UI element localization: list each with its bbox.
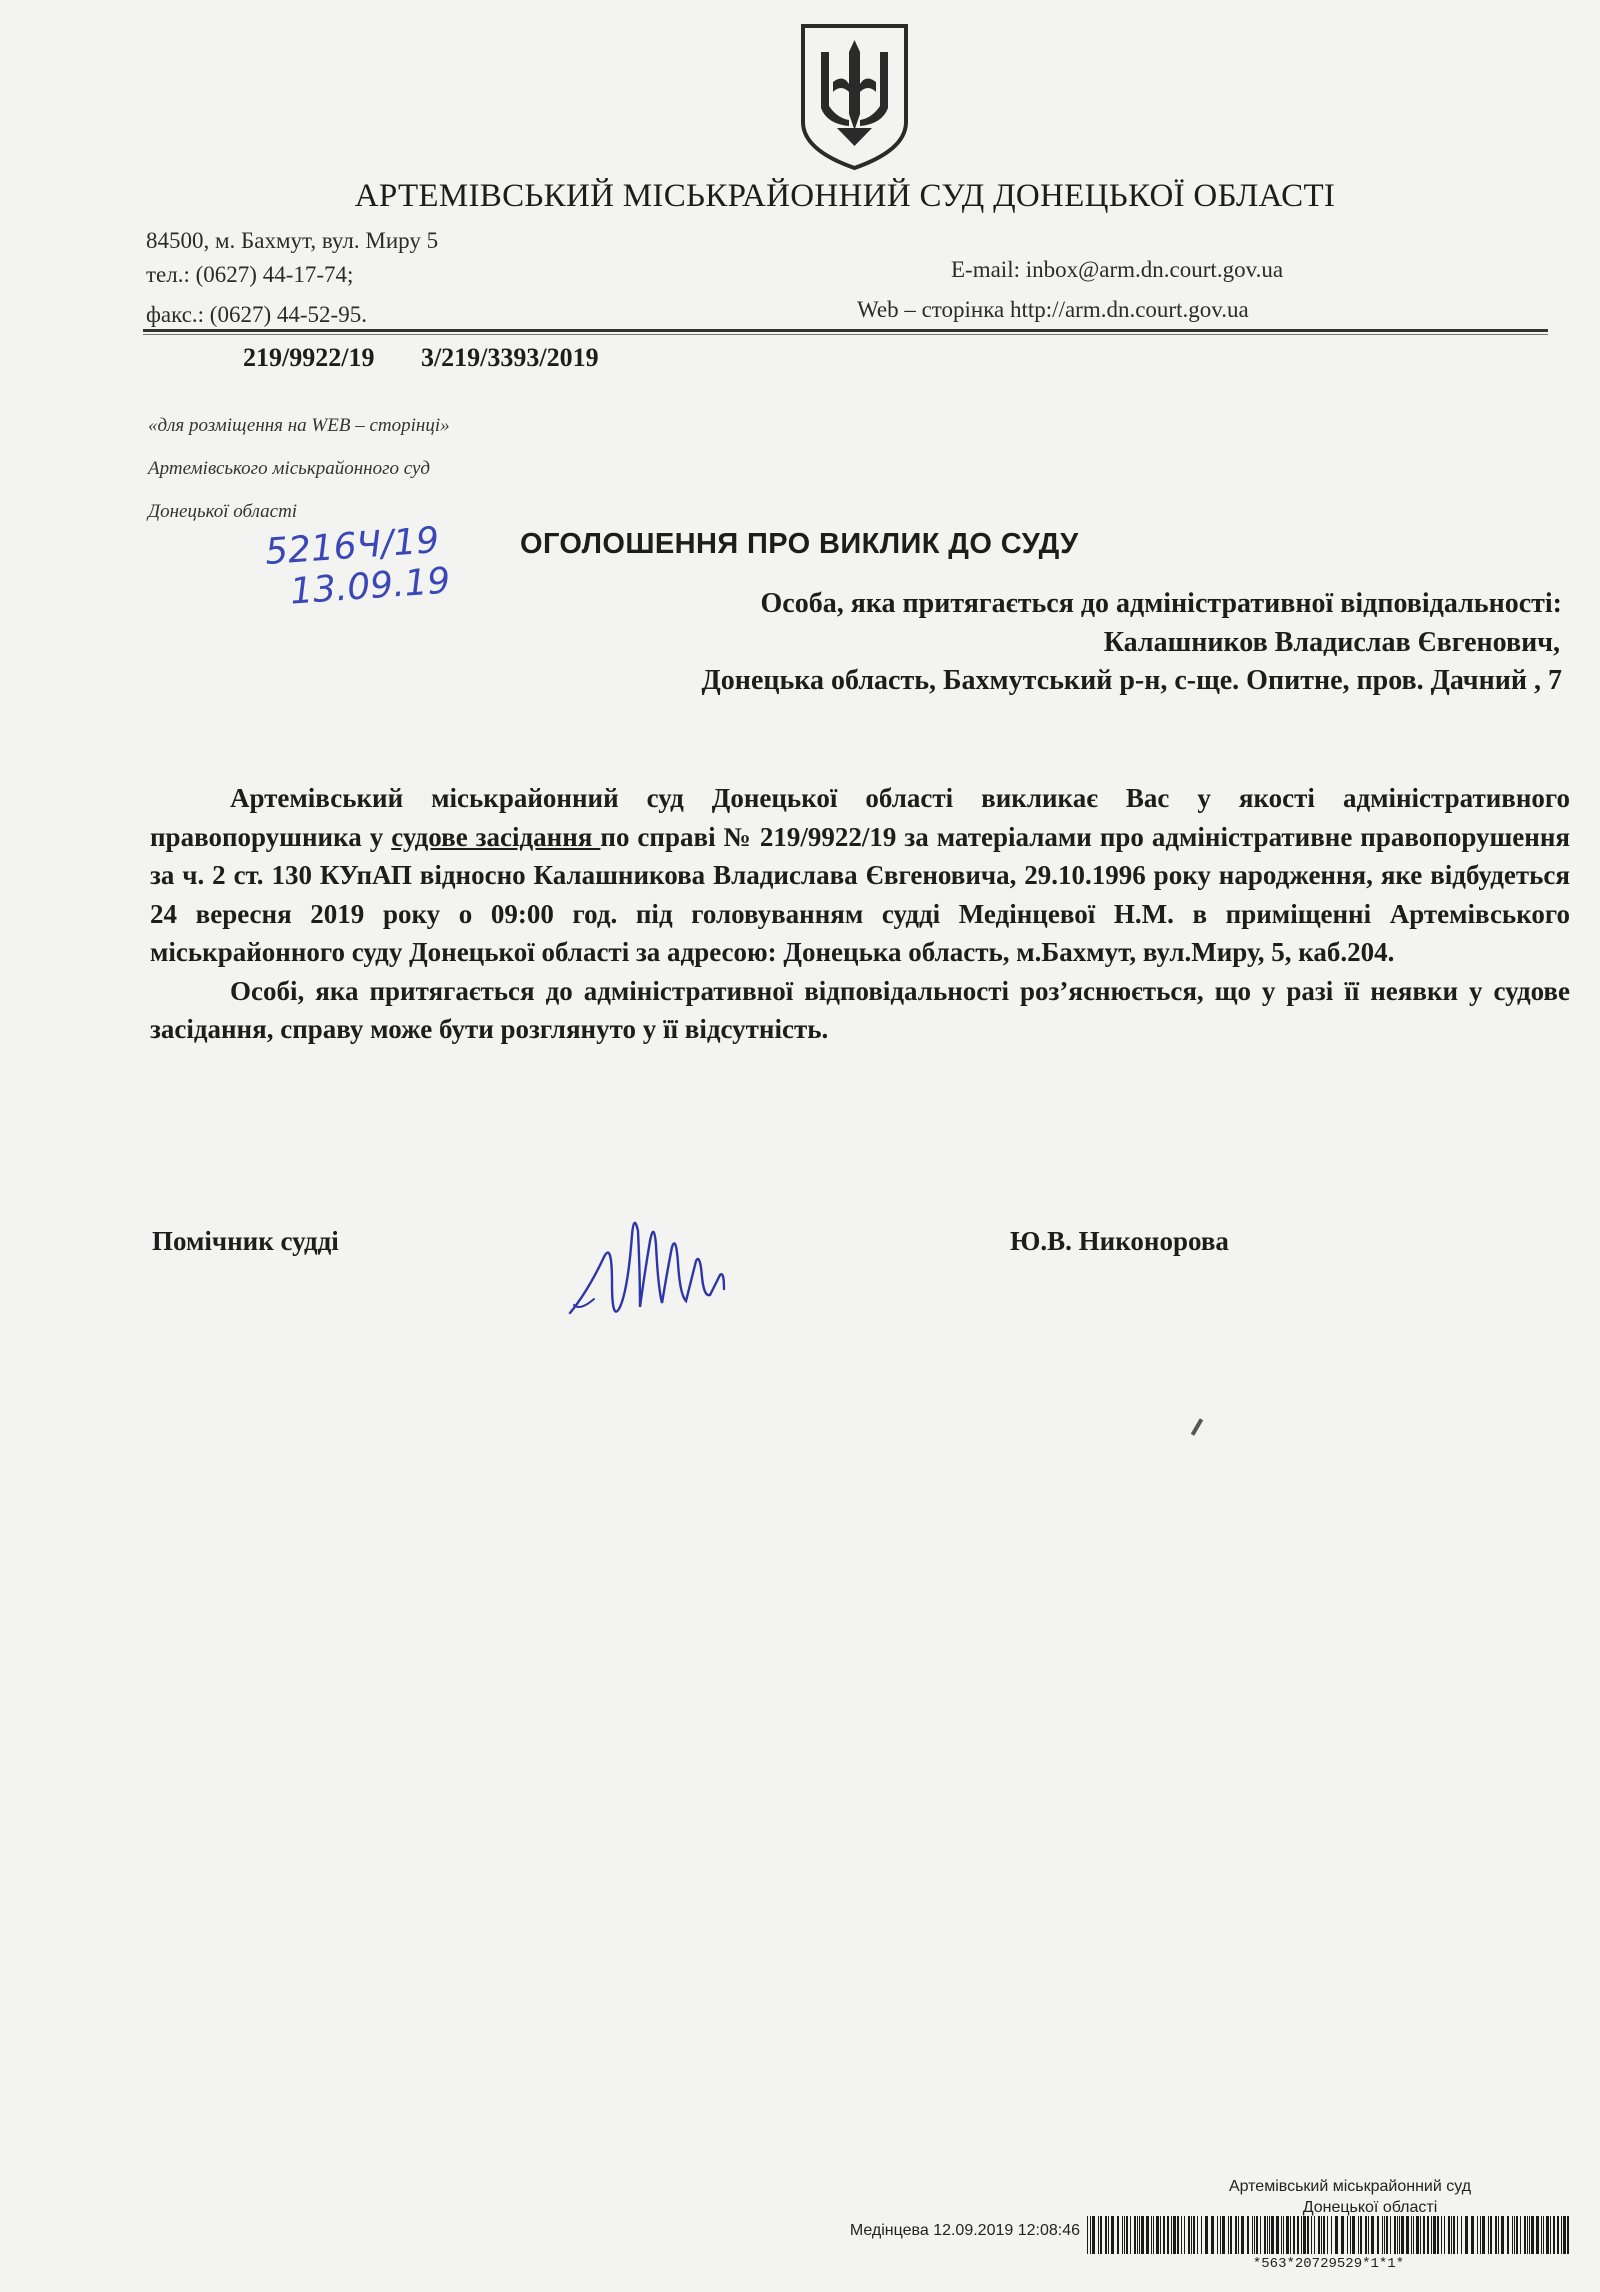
- barcode-bar: [1382, 2216, 1383, 2254]
- barcode-text: *563*20729529*1*1*: [1252, 2256, 1405, 2272]
- stamp-signer-timestamp: Медінцева 12.09.2019 12:08:46: [849, 2222, 1080, 2239]
- barcode-bar: [1448, 2216, 1450, 2254]
- outgoing-number: 3/219/3393/2019: [420, 343, 599, 372]
- barcode-bar: [1090, 2216, 1091, 2254]
- barcode-bar: [1512, 2216, 1513, 2254]
- barcode-bar: [1173, 2216, 1176, 2254]
- barcode-bar: [1301, 2216, 1302, 2254]
- barcode-bar: [1431, 2216, 1432, 2254]
- barcode-bar: [1191, 2216, 1192, 2254]
- barcode-bar: [1433, 2216, 1436, 2254]
- barcode-bar: [1394, 2216, 1396, 2254]
- barcode-bar: [1352, 2216, 1355, 2254]
- barcode-bar: [1254, 2216, 1255, 2254]
- barcode-bar: [1188, 2216, 1190, 2254]
- barcode-bar: [1520, 2216, 1521, 2254]
- barcode-bar: [1399, 2216, 1400, 2254]
- signatory-role: Помічник судді: [152, 1226, 339, 1256]
- scan-speck: [1191, 1418, 1203, 1436]
- barcode-bar: [1498, 2216, 1499, 2254]
- summons-text-rest: по справі № 219/9922/19 за матеріалами про адміністративне правопорушення за ч. 2 ст. 130 КУпАП відносно Калашникова Владислава Євгеновича, 29.10.1996 року народження, яке відбудеться 24 вересня 2019 року о 09:00 год. під головуванням судді Медінцевої Н.М. в приміщенні Артемівського міськрайонного суду Донецької області за адресою: Донецька область, м.Бахмут, вул.Миру, 5, каб.204.: [150, 821, 1570, 967]
- barcode-bar: [1167, 2216, 1169, 2254]
- barcode-bar: [1514, 2216, 1515, 2254]
- barcode-bar: [1139, 2216, 1140, 2254]
- barcode-bar: [1365, 2216, 1367, 2254]
- barcode-bar: [1531, 2216, 1534, 2254]
- barcode-bar: [1482, 2216, 1485, 2254]
- barcode-bar: [1211, 2216, 1214, 2254]
- barcode-bar: [1524, 2216, 1526, 2254]
- barcode-bar: [1416, 2216, 1419, 2254]
- barcode-bar: [1451, 2216, 1452, 2254]
- court-address: 84500, м. Бахмут, вул. Миру 5: [146, 228, 439, 253]
- barcode-bar: [1087, 2216, 1088, 2254]
- barcode-bar: [1276, 2216, 1279, 2254]
- court-fax: факс.: (0627) 44-52-95.: [146, 302, 367, 327]
- barcode-bar: [1461, 2216, 1462, 2254]
- barcode-bar: [1563, 2216, 1566, 2254]
- barcode-bar: [1397, 2216, 1398, 2254]
- barcode-bar: [1092, 2216, 1095, 2254]
- barcode-bar: [1100, 2216, 1102, 2254]
- barcode-bar: [1341, 2216, 1344, 2254]
- barcode-bar: [1293, 2216, 1295, 2254]
- barcode-bar: [1368, 2216, 1369, 2254]
- barcode-bar: [1529, 2216, 1530, 2254]
- summons-text-start: Артемівський міськрайонний суд Донецької області викликає Вас у якості адміністративного правопорушника у: [150, 783, 1570, 852]
- barcode-bar: [1358, 2216, 1359, 2254]
- barcode-bar: [1553, 2216, 1555, 2254]
- barcode-bar: [1541, 2216, 1542, 2254]
- barcode-bar: [1527, 2216, 1528, 2254]
- barcode-bar: [1290, 2216, 1291, 2254]
- barcode-bar: [1546, 2216, 1549, 2254]
- barcode-bar: [1335, 2216, 1338, 2254]
- barcode-bar: [1137, 2216, 1138, 2254]
- barcode-bar: [1241, 2216, 1244, 2254]
- barcode-bar: [1303, 2216, 1306, 2254]
- court-name: АРТЕМІВСЬКИЙ МІСЬКРАЙОННИЙ СУД ДОНЕЦЬКОЇ ОБЛАСТІ: [354, 178, 1336, 214]
- barcode-bar: [1108, 2216, 1109, 2254]
- barcode-bar: [1252, 2216, 1253, 2254]
- person-label: Особа, яка притягається до адміністративної відповідальності:: [760, 588, 1562, 619]
- reference-numbers: [243, 343, 639, 373]
- header-divider-thin: [143, 334, 1548, 335]
- barcode-bar: [1260, 2216, 1261, 2254]
- barcode-bar: [1307, 2216, 1309, 2254]
- barcode-bar: [1230, 2216, 1232, 2254]
- barcode: [1087, 2216, 1570, 2254]
- stamp-court-line1: Артемівський міськрайонний суд: [1228, 2178, 1472, 2195]
- barcode-bar: [1557, 2216, 1559, 2254]
- barcode-bar: [1401, 2216, 1404, 2254]
- header-divider: [143, 329, 1548, 332]
- barcode-bar: [1197, 2216, 1198, 2254]
- barcode-bar: [1160, 2216, 1161, 2254]
- signatory-name: Ю.В. Никонорова: [1010, 1226, 1229, 1256]
- barcode-bar: [1126, 2216, 1128, 2254]
- barcode-bar: [1495, 2216, 1497, 2254]
- barcode-bar: [1105, 2216, 1107, 2254]
- stamp-court-line2: Донецької області: [1302, 2199, 1438, 2216]
- barcode-bar: [1201, 2216, 1202, 2254]
- barcode-bar: [1217, 2216, 1218, 2254]
- barcode-bar: [1567, 2216, 1569, 2254]
- barcode-bar: [1550, 2216, 1551, 2254]
- barcode-bar: [1117, 2216, 1119, 2254]
- trident-emblem-icon: [797, 22, 912, 172]
- court-web: Web – сторінка http://arm.dn.court.gov.ua: [857, 297, 1249, 322]
- barcode-bar: [1297, 2216, 1299, 2254]
- web-note-line3: Донецької області: [148, 501, 298, 522]
- barcode-bar: [1490, 2216, 1492, 2254]
- barcode-bar: [1457, 2216, 1458, 2254]
- barcode-bar: [1271, 2216, 1274, 2254]
- barcode-bar: [1420, 2216, 1421, 2254]
- barcode-bar: [1347, 2216, 1348, 2254]
- barcode-bar: [1256, 2216, 1258, 2254]
- announcement-title: ОГОЛОШЕННЯ ПРО ВИКЛИК ДО СУДУ: [520, 528, 1079, 560]
- barcode-bar: [1441, 2216, 1442, 2254]
- barcode-bar: [1390, 2216, 1391, 2254]
- barcode-bar: [1465, 2216, 1468, 2254]
- web-note-line2: Артемівського міськрайонного суд: [148, 458, 431, 479]
- handwritten-registration-number: 5216Ч/19: [263, 519, 441, 574]
- barcode-bar: [1286, 2216, 1289, 2254]
- barcode-bar: [1477, 2216, 1478, 2254]
- barcode-bar: [1480, 2216, 1481, 2254]
- barcode-bar: [1536, 2216, 1539, 2254]
- barcode-bar: [1314, 2216, 1315, 2254]
- barcode-bar: [1453, 2216, 1455, 2254]
- barcode-bar: [1281, 2216, 1282, 2254]
- barcode-bar: [1193, 2216, 1195, 2254]
- barcode-bar: [1406, 2216, 1409, 2254]
- summons-body: [150, 779, 1570, 1049]
- barcode-bar: [1516, 2216, 1518, 2254]
- court-phone: тел.: (0627) 44-17-74;: [146, 262, 354, 287]
- person-name: Калашников Владислав Євгенович,: [1103, 627, 1560, 658]
- barcode-bar: [1267, 2216, 1268, 2254]
- summons-paragraph: [150, 779, 1570, 972]
- barcode-bar: [1561, 2216, 1562, 2254]
- barcode-bar: [1413, 2216, 1414, 2254]
- barcode-bar: [1228, 2216, 1229, 2254]
- barcode-bar: [1264, 2216, 1266, 2254]
- barcode-bar: [1151, 2216, 1152, 2254]
- barcode-bar: [1311, 2216, 1312, 2254]
- barcode-bar: [1507, 2216, 1509, 2254]
- barcode-bar: [1427, 2216, 1429, 2254]
- barcode-bar: [1318, 2216, 1320, 2254]
- barcode-bar: [1411, 2216, 1412, 2254]
- barcode-bar: [1501, 2216, 1504, 2254]
- e-document-stamp: [1150, 2176, 1550, 2218]
- barcode-bar: [1220, 2216, 1221, 2254]
- handwritten-registration-date: 13.09.19: [288, 560, 452, 613]
- barcode-bar: [1222, 2216, 1225, 2254]
- barcode-bar: [1377, 2216, 1379, 2254]
- barcode-bar: [1156, 2216, 1159, 2254]
- barcode-bar: [1327, 2216, 1328, 2254]
- barcode-bar: [1134, 2216, 1136, 2254]
- barcode-bar: [1141, 2216, 1144, 2254]
- absence-notice-paragraph: Особі, яка притягається до адміністративної відповідальності роз’яснюється, що у разі її неявки у судове засідання, справу може бути розглянуто у її відсутність.: [150, 975, 1570, 1044]
- barcode-bar: [1269, 2216, 1270, 2254]
- barcode-bar: [1146, 2216, 1149, 2254]
- barcode-bar: [1122, 2216, 1123, 2254]
- barcode-bar: [1437, 2216, 1439, 2254]
- barcode-bar: [1184, 2216, 1185, 2254]
- barcode-bar: [1471, 2216, 1474, 2254]
- barcode-bar: [1153, 2216, 1154, 2254]
- barcode-bar: [1384, 2216, 1385, 2254]
- barcode-bar: [1350, 2216, 1351, 2254]
- barcode-bar: [1171, 2216, 1172, 2254]
- barcode-bar: [1235, 2216, 1237, 2254]
- barcode-bar: [1163, 2216, 1165, 2254]
- barcode-bar: [1331, 2216, 1332, 2254]
- barcode-bar: [1444, 2216, 1445, 2254]
- barcode-bar: [1321, 2216, 1322, 2254]
- barcode-bar: [1124, 2216, 1125, 2254]
- barcode-bar: [1238, 2216, 1239, 2254]
- barcode-bar: [1488, 2216, 1489, 2254]
- barcode-bar: [1177, 2216, 1179, 2254]
- barcode-bar: [1247, 2216, 1249, 2254]
- barcode-bar: [1205, 2216, 1208, 2254]
- barcode-bar: [1130, 2216, 1131, 2254]
- barcode-bar: [1111, 2216, 1114, 2254]
- case-number: 219/9922/19: [243, 343, 375, 372]
- handwritten-signature: [560, 1195, 770, 1345]
- barcode-bar: [1543, 2216, 1544, 2254]
- summons-underlined-text: судове засідання: [391, 821, 601, 852]
- barcode-bar: [1371, 2216, 1374, 2254]
- barcode-bar: [1386, 2216, 1388, 2254]
- barcode-bar: [1283, 2216, 1284, 2254]
- barcode-bar: [1323, 2216, 1325, 2254]
- web-note-line1: «для розміщення на WEB – сторінці»: [148, 415, 450, 436]
- barcode-bar: [1360, 2216, 1362, 2254]
- barcode-bar: [1423, 2216, 1425, 2254]
- court-email: E-mail: inbox@arm.dn.court.gov.ua: [951, 257, 1284, 282]
- barcode-bar: [1098, 2216, 1099, 2254]
- barcode-bar: [1181, 2216, 1182, 2254]
- person-address: Донецька область, Бахмутський р-н, с-ще. Опитне, пров. Дачний , 7: [701, 665, 1562, 696]
